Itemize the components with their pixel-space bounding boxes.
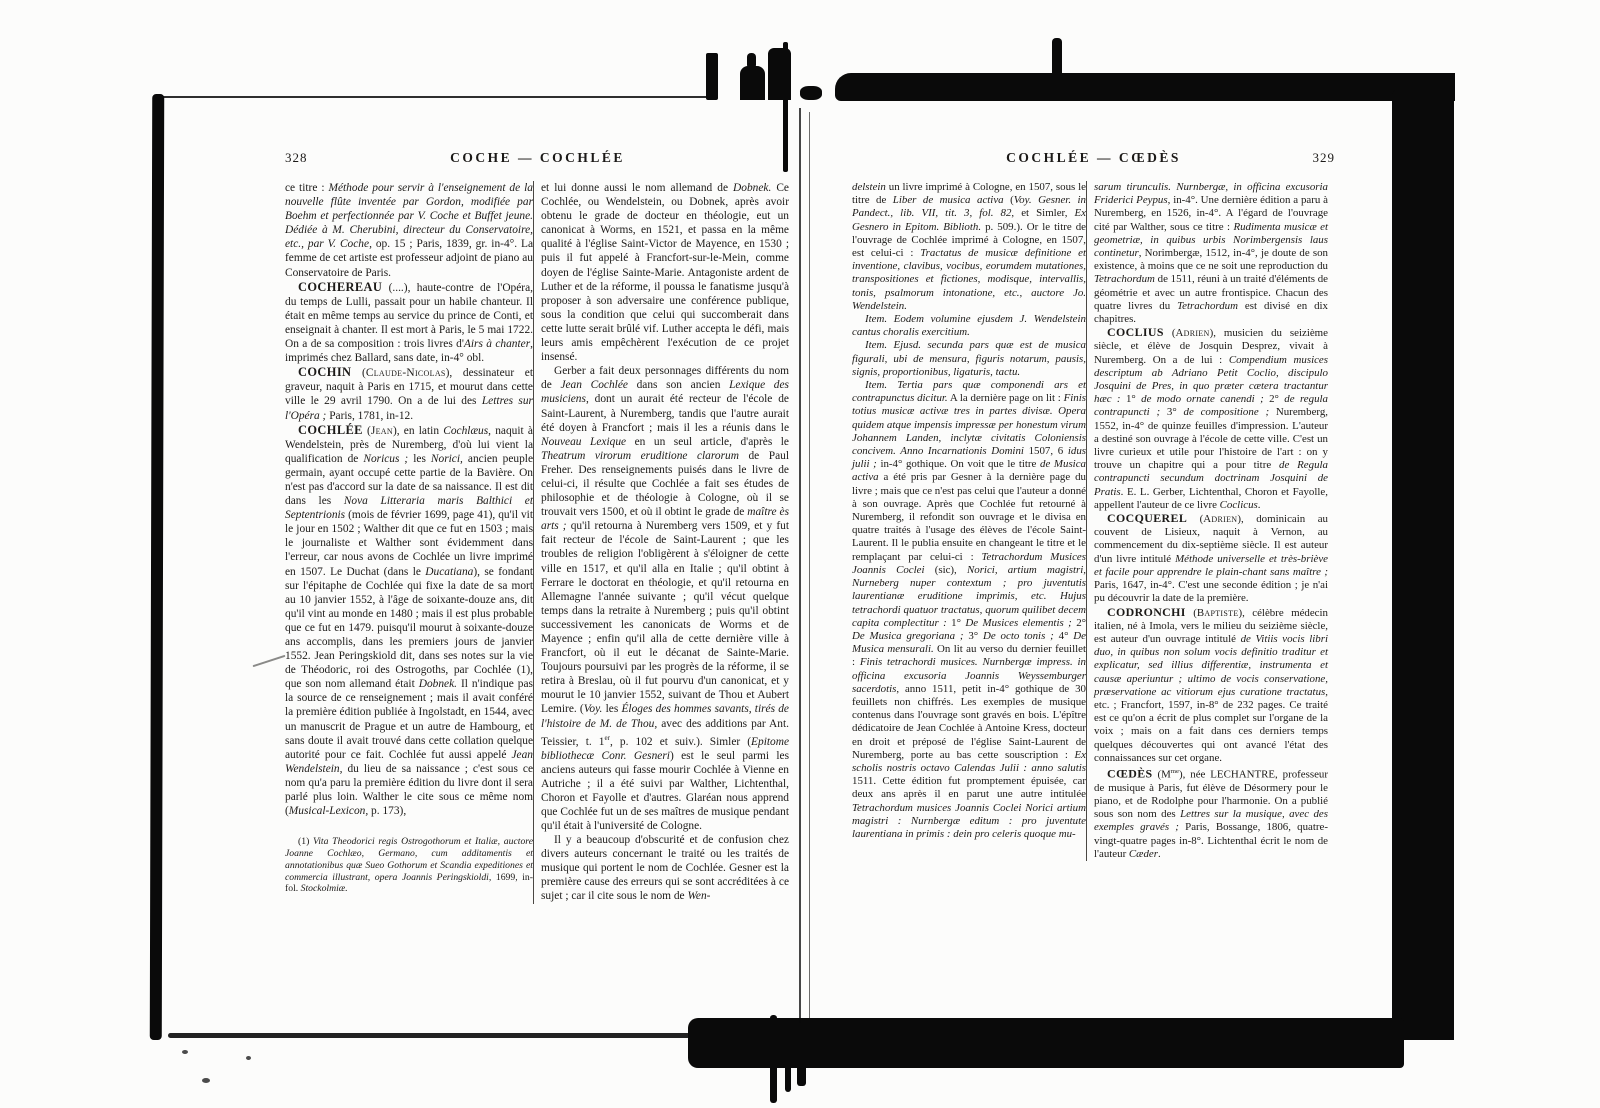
text-run: Adrien [1203, 513, 1238, 526]
text-run: ), en latin [392, 424, 444, 437]
text-run: ( [1003, 194, 1014, 207]
text-run: , naquit à Wendelstein, près de Nuremberg, d'où lui vient la qualification de [285, 424, 533, 465]
text-run: idus julii ; [852, 445, 1086, 471]
text-run: p. 173), [368, 805, 407, 818]
text-run: Paris, 1647, in-4°. C'est une seconde édition ; je n'ai pu découvrir la date de la première. [1094, 579, 1328, 605]
text-run: Il y a beaucoup d'obscurité et de confusion chez divers auteurs concernant le traité ou les traités de musique qui portent le nom de Cochlée. Gesner est la première cause des erreurs qui se sont accréditées à ce sujet ; car il cite sous le nom de [541, 834, 789, 903]
text-run: CŒDÈS [1107, 766, 1153, 781]
paragraph [541, 833, 789, 903]
text-run: , anno 1511, petit in-4° gothique de 30 feuillets non chiffrés. Les exemples de musique contenus dans l'ouvrage sont gravés en bois. L'épître dédicatoire de Jean Cochlée à Antoine Kress, docteur en droit et préposé de l'église Saint-Laurent de Nuremberg, porte au bas cette souscription : [852, 682, 1086, 761]
right-column-1 [852, 181, 1086, 861]
text-run: du lieu de sa naissance ; c'est sous ce nom qu'a paru la première édition du livre dont il sera parlé plus loin. Walther le cite sous ce même nom ( [285, 762, 533, 818]
text-run: (1) [298, 836, 314, 848]
text-run: Voy. Gesner. in Pandect., lib. VII, tit. 3, fol. 82 [852, 194, 1086, 220]
right-page [852, 150, 1335, 861]
text-run: Tetrachordum musices Joannis Coclei Norici artium magistri : Nurnbergæ editum : pro juventute laurentiana in primis : dein pro celeris quoque mu- [852, 801, 1086, 840]
text-run: Musical-Lexicon, [288, 805, 369, 818]
text-run: Noricus ; [363, 452, 409, 465]
text-run: Dobnek. [733, 182, 772, 194]
text-run: . [1157, 847, 1161, 860]
text-run: de Paul Freher. Des renseignements puisés dans le livre de celui-ci, il résulte que Cochlée a fait ses études de philosophie et de théologie à Cologne, où il se trouvait vers 1500, et où il obtint le grade de [541, 449, 790, 519]
text-run: de modo ornate canendi ; [1141, 393, 1264, 406]
text-run: . E. L. Gerber, Lichtenthal, Choron et Fayolle, appellent l'auteur de ce livre [1094, 485, 1328, 511]
right-running-title: COCHLÉE — CŒDÈS [1006, 150, 1181, 165]
text-run: les [408, 452, 431, 465]
left-column-1 [285, 181, 533, 904]
text-run: , p. 102 et suiv.). Simler ( [610, 735, 752, 748]
text-run: Finis tetrachordi musices. Nurnbergæ impress. in officina excusoria Joannis Weyssemburger sacerdotis [852, 656, 1086, 695]
text-run: er [604, 733, 610, 742]
text-run: ( [1185, 606, 1197, 619]
text-run: Finis totius musicæ activæ tres in partes divisæ. Opera quidem atque impensis impressæ per honestum virum Johannem Landen, inclytæ civitatis Coloniensis concivem. Anno Incarnationis Domini [852, 392, 1087, 458]
text-run: Dobnek. [418, 678, 458, 691]
text-run: Adrien [1175, 327, 1210, 340]
text-run: A la dernière page on lit : [947, 392, 1064, 405]
top-ink-bar [706, 53, 718, 100]
left-column-1-text [285, 181, 533, 818]
text-run: Paris, Bossange, 1806, quatre-vingt-quatre pages in-8°. Lichtenthal écrit le nom de l'auteur [1094, 821, 1328, 860]
text-run: Éloges des hommes savants, tirés de l'histoire de M. de Thou, [541, 703, 789, 730]
text-run: ce titre : [285, 182, 329, 194]
paragraph [285, 423, 533, 819]
text-run: Norici, [430, 452, 463, 465]
text-run: Ducatiana [425, 565, 474, 578]
text-run: On lit au verso du dernier feuillet : [852, 643, 1086, 669]
text-run: sarum tirunculis. Nurnbergæ, in officina excusoria Friderici Peypus [1094, 181, 1328, 207]
text-run: avec des additions par Ant. Teissier, t. 1 [541, 717, 789, 748]
top-scan-line [158, 96, 706, 98]
text-run: . [1257, 498, 1261, 511]
text-run: op. 15 ; Paris, 1839, gr. in-4°. La femme de cet artiste est professeur adjoint de piano au Conservatoire de Paris. [285, 238, 533, 279]
top-ink-blot-tip [747, 53, 756, 69]
text-run: ancien peuple germain, ayant occupé cette partie de la Bavière. On n'est pas d'accord sur la date de sa naissance. Il est dit dans les [285, 452, 534, 508]
text-run: est divisé en dix chapitres. [1094, 299, 1329, 326]
left-page-number: 328 [285, 150, 308, 165]
gutter-line-right [809, 112, 810, 1020]
paragraph [1094, 512, 1328, 605]
text-run: 4° [1053, 629, 1074, 642]
text-run: 1° [946, 616, 966, 629]
text-run: ) est le seul parmi les anciens auteurs qui fasse mourir Cochlée à Vienne en Autriche ; il a été suivi par Walther, Lichtenthal, Choron et Fayolle et d'autres. Glaréan nous apprend que Cochlée fut un de ses maîtres de musique pendant qu'il était à l'université de Cologne. [541, 749, 789, 833]
text-run: COCLIUS [1107, 325, 1164, 340]
right-column-2 [1086, 181, 1328, 861]
top-ink-blot-1 [740, 66, 765, 100]
paragraph [285, 365, 533, 422]
text-run: 3° [963, 629, 983, 642]
text-run: , imprimés chez Ballard, sans date, in-4° obl. [285, 338, 533, 365]
text-run: Cochlæus [443, 424, 489, 437]
text-run: de Regula contrapuncti secundum doctrinam Josquini de Pratis [1094, 459, 1328, 498]
text-run: Paris, 1781, in-12. [326, 409, 414, 422]
text-run: maître ès arts ; [541, 506, 789, 533]
text-run: 2° [1263, 393, 1285, 406]
gutter-line-left [799, 108, 801, 1023]
text-run: Méthode universelle et très-briève et facile pour apprendre le plain-chant sans maître ; [1094, 552, 1328, 578]
text-run: Baptiste [1196, 606, 1239, 619]
text-run: De Musica mensurali. [852, 629, 1086, 656]
paragraph [541, 181, 789, 364]
text-run: Nouveau Lexique [541, 435, 627, 448]
text-run: Compendium musices descriptum ab Adriano Petit Coclio, discipulo Josquini de Pres, in quo præter cætera tractantur hæc : [1094, 353, 1328, 406]
text-run: de compositione ; [1183, 406, 1270, 419]
text-run: (M [1152, 768, 1171, 781]
text-run: Item. Ejusd. secunda pars quæ est de musica figurali, ubi de mensura, figuris notarum, pausis, signis, proportionibus, ligaturis, tactu. [852, 339, 1086, 378]
paragraph [1094, 181, 1328, 326]
text-run: Stockolmiæ. [300, 883, 348, 895]
text-run: Méthode pour servir à l'enseignement de la nouvelle flûte inventée par Gordon, modifiée par Boehm et perfectionnée par V. Coche et Buffet jeune. Dédiée à M. Cherubini, directeur du Conservatoire, etc., par V. Coche, [285, 182, 533, 251]
text-run: COCHEREAU [298, 279, 383, 294]
right-page-header [852, 150, 1335, 168]
text-run: Voy. [583, 703, 603, 716]
text-run: Item. Eodem volumine ejusdem J. Wendelstein cantus choralis exercitium. [852, 313, 1086, 339]
text-run: un livre imprimé à Cologne, en 1507, sous le titre de [852, 181, 1086, 207]
top-black-band [835, 73, 1455, 101]
bottom-speck-3 [246, 1056, 251, 1060]
text-run: delstein [852, 181, 886, 193]
text-run: (....), haute-contre de l'Opéra, du temps de Lulli, passait pour un habile chanteur. Il était en même temps au service du prince de Conti, et enseignait à chanter. Il est mort à Paris, le 5 mai 1722. On a de sa composition : trois livres d' [285, 281, 533, 351]
text-run: Epitome bibliothecæ Conr. Gesneri [541, 735, 790, 762]
text-run: Claude-Nicolas [365, 367, 446, 380]
paragraph [285, 280, 533, 366]
text-run: Lexique des musiciens [541, 379, 789, 406]
text-run: Jean Wendelstein, [285, 748, 533, 775]
text-run: ( [1163, 327, 1176, 340]
right-page-columns [852, 181, 1335, 861]
paragraph [541, 364, 789, 833]
paragraph [852, 339, 1086, 379]
text-run: COCHLÉE [298, 422, 363, 437]
text-run: De Musices elementis ; [965, 616, 1072, 629]
text-run: De Musica gregoriana ; [852, 629, 964, 642]
left-page-header [285, 150, 790, 168]
text-run: et lui donne aussi le nom allemand de [541, 182, 734, 194]
text-run: dans son ancien [627, 379, 730, 392]
text-run: Nova Litteraria maris Balthici et Septentrionis [285, 495, 533, 522]
text-run: Coclicus [1219, 498, 1258, 511]
text-run: Il n'indique pas la source de ce renseignement ; mais il avait conféré la première édition publiée à Ingolstadt, en 1544, avec un manuscrit de Prague et un autre de Hambourg, et sans doute il avait trouvé dans cette collation quelque autorité pour ce fait. Cochlée fut aussi appelé [285, 678, 533, 761]
paragraph [285, 181, 533, 280]
left-page [285, 150, 790, 904]
text-run: a été pris par Gesner à la dernière page du livre ; mais que ce n'est pas celui que l'auteur a donné à son ouvrage. Après que Cochlée fut retourné à Nuremberg, il refondit son ouvrage et le divisa en quatre traités à l'usage des élèves de l'école Saint-Laurent. Il le publia ensuite en changeant le titre et le remplaçant par celui-ci : [852, 471, 1086, 563]
text-run: Tractatus de musicæ definitione et inventione, clavibus, vocibus, eorumdem mutationes, transpositiones et fictiones, modisque, intervallis, tonis, psalmorum intonatione, etc., auctore Jo. Wendelstein. [852, 247, 1086, 312]
text-run: Airs à chanter [463, 338, 531, 351]
text-run: (sic), [924, 563, 967, 576]
text-run: ), musicien du seizième siècle, et élève de Josquin Desprez, vivait à Nuremberg. On a de lui : [1094, 327, 1328, 366]
text-run: 3° [1160, 406, 1184, 419]
paragraph [852, 379, 1086, 841]
top-ink-blot-3 [800, 86, 822, 100]
text-run: CODRONCHI [1107, 604, 1186, 619]
text-run: Lettres sur l'Opéra ; [285, 395, 533, 422]
text-run: Vita Theodorici regis Ostrogothorum et Italiæ, auctore Joanne Cochlæo, Germano, cum additamentis et annotationibus quæ Sueo Gothorum et Scandia expeditiones et commercia illustrant, opera Joannis Peringskioldi, [285, 836, 534, 883]
text-run: en un seul article, d'après le [626, 435, 789, 448]
text-run: Tetrachordum Musices Joannis Coclei [852, 550, 1086, 576]
text-run: COCHIN [298, 365, 352, 380]
text-run: Norici, artium magistri, Nurneberg nuper contextum ; pro juventutis laurentianæ eruditione imprimis, etc. Hujus tetrachordi quatuor tractatus, quorum quilibet decem capita complectitur : [852, 563, 1087, 629]
text-run: 1507, 6 [1023, 445, 1068, 458]
text-run: de 1511, réuni à un traité d'éléments de géométrie et avec un autre frontispice. Chacun des quatre livres du [1094, 273, 1328, 312]
paragraph [1094, 606, 1328, 765]
paragraph [852, 181, 1086, 313]
text-run: me [1170, 767, 1180, 775]
text-run: Ex scholis nostris octavo Calendas Julii : anno salutis [852, 748, 1086, 774]
text-run: COCQUEREL [1107, 511, 1188, 526]
margin-scratch [253, 655, 286, 667]
text-run: Ce Cochlée, ou Wendelstein, ou Dobnek, après avoir obtenu le grade de docteur en théologie, eut un canonicat à Worms, en 1521, et passa en la même qualité à l'église Saint-Victor de Mayence, en 1530 ; puis il fut appelé à Francfort-sur-le-Mein, comme doyen de l'église Sainte-Marie. Antagoniste ardent de Luther et de la réforme, il poussa le fanatisme jusqu'à proposer à son adversaire une conférence publique, sous la condition que celui qui succomberait dans cette lutte serait brûlé vif. Luther accepta le défi, mais leurs amis empêchèrent l'exécution de ce projet insensé. [541, 182, 789, 364]
text-run: Gerber a fait deux personnages différents du nom de [541, 365, 789, 392]
paragraph [852, 313, 1086, 339]
text-run: ), dominicain au couvent de Lisieux, naquit à Vernon, au commencement du dix-septième siècle. Il est auteur d'un livre intitulé [1094, 513, 1328, 565]
top-band-spike [1052, 38, 1062, 80]
right-page-number: 329 [1312, 150, 1335, 165]
gutter-drip-3 [797, 1024, 806, 1086]
text-run: ), célèbre médecin italien, né à Imola, vers le milieu du seizième siècle, est auteur d'un ouvrage intitulé [1094, 606, 1328, 645]
text-run: , et Simler, [1011, 207, 1075, 220]
text-run: 2° [1071, 616, 1086, 629]
text-run: Liber de musica activa [892, 194, 1004, 207]
gutter-drip-1 [770, 1015, 777, 1103]
text-run: (mois de février 1699, page 41), qu'il vit le jour en 1502 ; Walther dit que ce fut en 1503 ; mais le journaliste et Walther sont évidemment dans l'erreur, car nous avons de Cochlée un livre imprimé en 1507. Le Duchat (dans le [285, 509, 533, 578]
text-run: Lettres sur la musique, avec des exemples gravés ; [1094, 808, 1328, 834]
bottom-speck-1 [182, 1050, 188, 1054]
text-run: p. 509.). Or le titre de l'ouvrage de Cochlée imprimé à Cologne, en 1507, est celui-ci : [852, 220, 1086, 260]
text-run: de Vitiis vocis libri duo, in quibus non solum vocis definitio traditur et explicatur, sed illius differentiæ, instrumenta et causæ aperiuntur ; ultimo de vocis conservatione, præservatione ac vitiorum ejus curatione tractatus [1094, 632, 1328, 698]
text-run: , in-4°. Une dernière édition a paru à Nuremberg, en 1526, in-4°. A l'égard de l'ouvrage cité par Walther, sous ce titre : [1094, 194, 1328, 233]
text-run: Tetrachordum [1177, 299, 1238, 312]
text-run: ), se fondant sur l'épitaphe de Cochlée qui fixe la date de sa mort au 10 janvier 1552, à l'âge de soixante-douze ans, dit qu'il vint au monde en 1480 ; mais il est plus probable que ce fut en 1479. puisqu'il mourut à soixante-douze ans accomplis, dans les premiers jours de janvier 1552. Jean Peringskiold dit, dans ses notes sur la vie de Théodoric, roi des Ostrogoths, par Cochlée (1), que son nom allemand était [285, 565, 533, 691]
bottom-speck-2 [202, 1078, 210, 1083]
text-run: Jean [370, 424, 393, 437]
bottom-black-band [688, 1018, 1404, 1068]
text-run: De octo tonis ; [983, 629, 1054, 642]
text-run: Tetrachordum [1094, 273, 1155, 286]
text-run: ( [1187, 513, 1204, 526]
text-run: ), dessinateur et graveur, naquit à Paris en 1715, et mourut dans cette ville le 29 avril 1790. On a de lui des [285, 367, 533, 408]
left-running-title: COCHE — COCHLÉE [450, 150, 625, 165]
text-run: Nuremberg, 1552, in-4° de quinze feuilles d'impression. L'auteur a destiné son ouvrage à l'école de cette ville. C'est un livre curieux et utile pour l'histoire de l'art : on y trouve un chapitre qui a pour titre [1094, 406, 1328, 472]
text-run: Wen- [687, 890, 711, 903]
gutter-drip-2 [785, 1020, 791, 1092]
text-run: 1° [1120, 393, 1142, 406]
text-run: Ex Gesnero in Epitom. Biblioth. [852, 207, 1087, 233]
paragraph [1094, 765, 1328, 861]
text-run: Item. Tertia pars quæ componendi ars et contrapunctus dicitur. [852, 379, 1086, 405]
right-page-edge-band [1392, 88, 1454, 1040]
text-run: Cæder [1128, 847, 1158, 860]
text-run: 1511. Cette édition fut promptement épuisée, car deux ans après il en parut une autre intitulée [852, 775, 1086, 801]
text-run: 1699, in-fol. [285, 871, 533, 895]
text-run: de Musica activa [852, 458, 1086, 484]
text-run: in-4° gothique. On voit que le titre [876, 458, 1041, 471]
text-run: , Norimbergæ, 1512, in-4°, je doute de son existence, à moins que ce ne soit une reproduction du [1094, 247, 1328, 273]
left-page-edge-bar [150, 94, 164, 1040]
text-run: , dont un aurait été recteur de l'école de Saint-Laurent, à Nuremberg, tandis que l'autre aurait été doyen à Francfort ; mais il les a réunis dans le [541, 393, 789, 434]
text-run: Rudimenta musicæ et geometriæ, in quibus urbis Norimbergensis laus continetur [1094, 220, 1328, 260]
footnote [285, 836, 533, 895]
left-page-columns [285, 181, 790, 904]
text-run: ), née LECHANTRE, professeur de musique à Paris, fut élève de Désormery pour le piano, et de Rodolphe pour l'harmonie. On a publié sous son nom des [1094, 768, 1328, 821]
text-run: Theatrum virorum eruditione clarorum [541, 449, 739, 462]
paragraph [285, 836, 533, 895]
bottom-scan-line [168, 1033, 690, 1038]
text-run: de regula contrapuncti ; [1094, 393, 1328, 419]
paragraph [1094, 326, 1328, 512]
text-run: Jean Cochlée [560, 379, 628, 392]
text-run: ( [362, 424, 371, 437]
text-run: ( [351, 367, 366, 380]
text-run: , etc. ; Francfort, 1597, in-8° de 232 pages. Ce traité est ce qu'on a écrit de plus complet sur l'organe de la voix ; mais on a fait dans ces derniers temps quelques découvertes qui ont avancé l'état des connaissances sur cet organe. [1094, 685, 1328, 764]
text-run: qu'il retourna à Nuremberg vers 1509, et y fut fait recteur de l'école de Saint-Laurent ; que les troubles de religion l'obligèrent à s'éloigner de cette ville en 1517, et qu'il alla en Italie ; qu'il obtint à Ferrare le doctorat en théologie, et qu'il retourna en Allemagne l'année suivante ; qu'il vécut quelque temps dans la retraite à Nuremberg ; puis qu'il obtint successivement les canonicats de Worms et de Mayence ; enfin qu'il alla de cette dernière ville à Francfort, où il eut le décanat de Sainte-Marie. Toujours poursuivi par les progrès de la réforme, il se retira à Breslau, où il fut pourvu d'un canonicat, et y mourut le 10 janvier 1552, suivant de Thou et Aubert Lemire. ( [541, 520, 789, 716]
left-column-2 [533, 181, 789, 904]
text-run: les [602, 703, 622, 716]
